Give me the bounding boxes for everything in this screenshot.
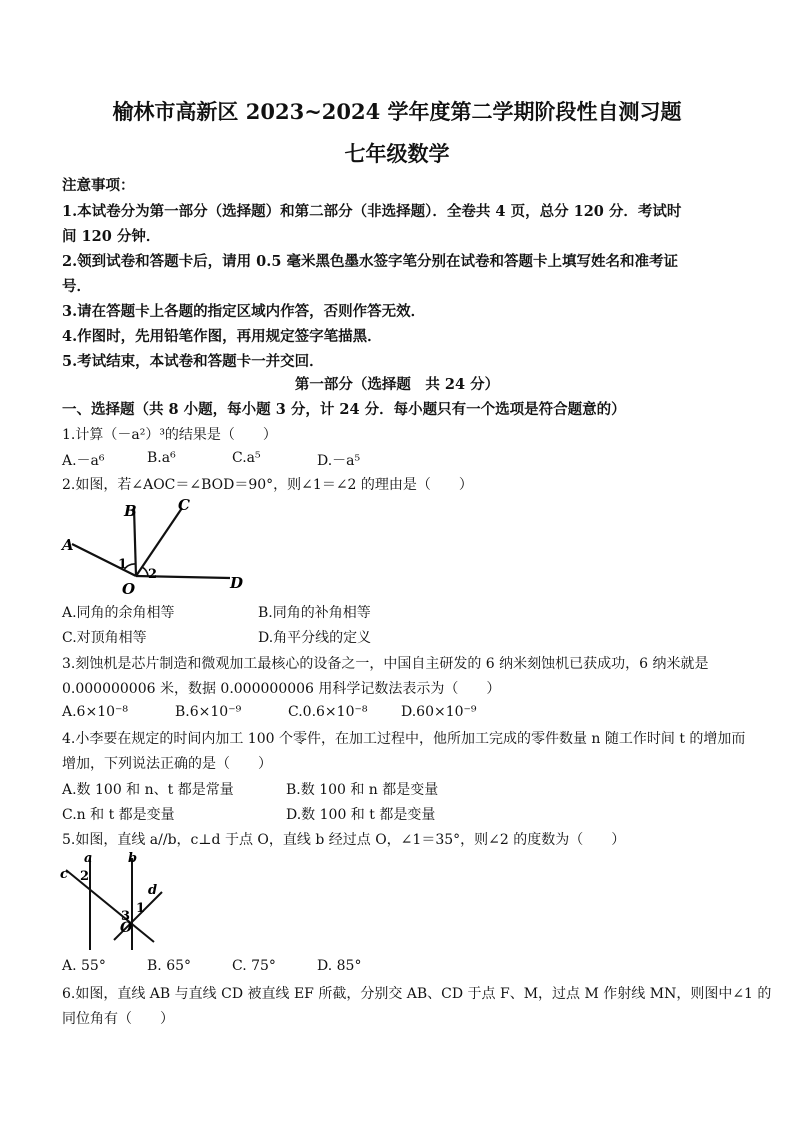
notice-line: 号．: [62, 278, 91, 295]
q5-stem: 5.如图，直线 a//b，c⊥d 于点 O，直线 b 经过点 O，∠1＝35°，则∠2 的度数为（ ）: [62, 832, 626, 848]
q1-option-d: D.－a⁵: [317, 453, 361, 469]
q5-option-b: B. 65°: [147, 958, 192, 974]
q2-option-b: B.同角的补角相等: [258, 605, 371, 621]
q5-option-c: C. 75°: [232, 958, 276, 974]
q3-option-a: A.6×10⁻⁸: [62, 704, 129, 720]
q2-option-c: C.对顶角相等: [62, 630, 147, 646]
notice-line: 3.请在答题卡上各题的指定区域内作答，否则作答无效．: [62, 303, 426, 320]
q2-label-1: 1: [118, 557, 128, 572]
q1-option-b: B.a⁶: [147, 450, 176, 466]
q5-label-b: b: [128, 851, 138, 866]
q6-stem-line: 6.如图，直线 AB 与直线 CD 被直线 EF 所截，分别交 AB、CD 于点 F、M，过点 M 作射线 MN，则图中∠1 的: [62, 986, 772, 1002]
q2-label-o: O: [122, 580, 136, 598]
q5-option-d: D. 85°: [317, 958, 362, 974]
q2-label-b: B: [124, 502, 137, 520]
q1-stem: 1.计算（－a²）³的结果是（ ）: [62, 427, 277, 443]
q1-option-a: A.－a⁶: [62, 453, 105, 469]
notice-line: 2.领到试卷和答题卡后，请用 0.5 毫米黑色墨水签字笔分别在试卷和答题卡上填写姓名和准考证: [62, 253, 678, 270]
q5-label-a: a: [84, 851, 93, 866]
q5-parallel-figure: [58, 848, 168, 952]
q3-option-d: D.60×10⁻⁹: [401, 704, 477, 720]
q2-label-c: C: [178, 496, 190, 514]
q6-stem-line: 同位角有（ ）: [62, 1011, 174, 1027]
section-heading: 一、选择题（共 8 小题，每小题 3 分，计 24 分．每小题只有一个选项是符合题意的）: [62, 401, 626, 418]
q5-label-2: 2: [80, 869, 90, 884]
q5-option-a: A. 55°: [62, 958, 106, 974]
q5-label-d: d: [148, 883, 158, 898]
q2-label-a: A: [62, 536, 74, 554]
q4-option-a: A.数 100 和 n、t 都是常量: [62, 782, 234, 798]
q4-option-c: C.n 和 t 都是变量: [62, 807, 175, 823]
q3-option-c: C.0.6×10⁻⁸: [288, 704, 368, 720]
q3-stem-line: 3.刻蚀机是芯片制造和微观加工最核心的设备之一，中国自主研发的 6 纳米刻蚀机已获成功，6 纳米就是: [62, 656, 709, 672]
q4-option-d: D.数 100 和 t 都是变量: [286, 807, 436, 823]
notice-heading: 注意事项：: [62, 177, 135, 194]
q2-label-2: 2: [148, 567, 158, 582]
exam-title: 榆林市高新区 2023~2024 学年度第二学期阶段性自测习题: [112, 99, 682, 124]
q4-option-b: B.数 100 和 n 都是变量: [286, 782, 439, 798]
q2-angle-figure: [58, 494, 258, 598]
q5-label-o: O: [120, 920, 133, 936]
q4-stem-line: 4.小李要在规定的时间内加工 100 个零件，在加工过程中，他所加工完成的零件数量 n 随工作时间 t 的增加而: [62, 731, 746, 747]
q4-stem-line: 增加，下列说法正确的是（ ）: [62, 756, 272, 772]
notice-line: 5.考试结束，本试卷和答题卡一并交回．: [62, 353, 324, 370]
part1-title: 第一部分（选择题 共 24 分）: [294, 376, 500, 393]
q5-label-3: 3: [121, 909, 131, 924]
q2-label-d: D: [230, 574, 244, 592]
q5-label-c: c: [60, 867, 68, 882]
q3-stem-line: 0.000000006 米，数据 0.000000006 用科学记数法表示为（ ）: [62, 681, 501, 697]
q1-option-c: C.a⁵: [232, 450, 261, 466]
notice-line: 1.本试卷分为第一部分（选择题）和第二部分（非选择题）．全卷共 4 页，总分 120 分．考试时: [62, 203, 682, 220]
q2-option-d: D.角平分线的定义: [258, 630, 372, 646]
q2-option-a: A.同角的余角相等: [62, 605, 175, 621]
notice-line: 间 120 分钟．: [62, 228, 161, 245]
notice-line: 4.作图时，先用铅笔作图，再用规定签字笔描黑．: [62, 328, 382, 345]
q2-stem: 2.如图，若∠AOC＝∠BOD＝90°，则∠1＝∠2 的理由是（ ）: [62, 477, 473, 493]
exam-subtitle: 七年级数学: [344, 141, 450, 166]
q3-option-b: B.6×10⁻⁹: [175, 704, 242, 720]
q5-label-1: 1: [136, 901, 146, 916]
